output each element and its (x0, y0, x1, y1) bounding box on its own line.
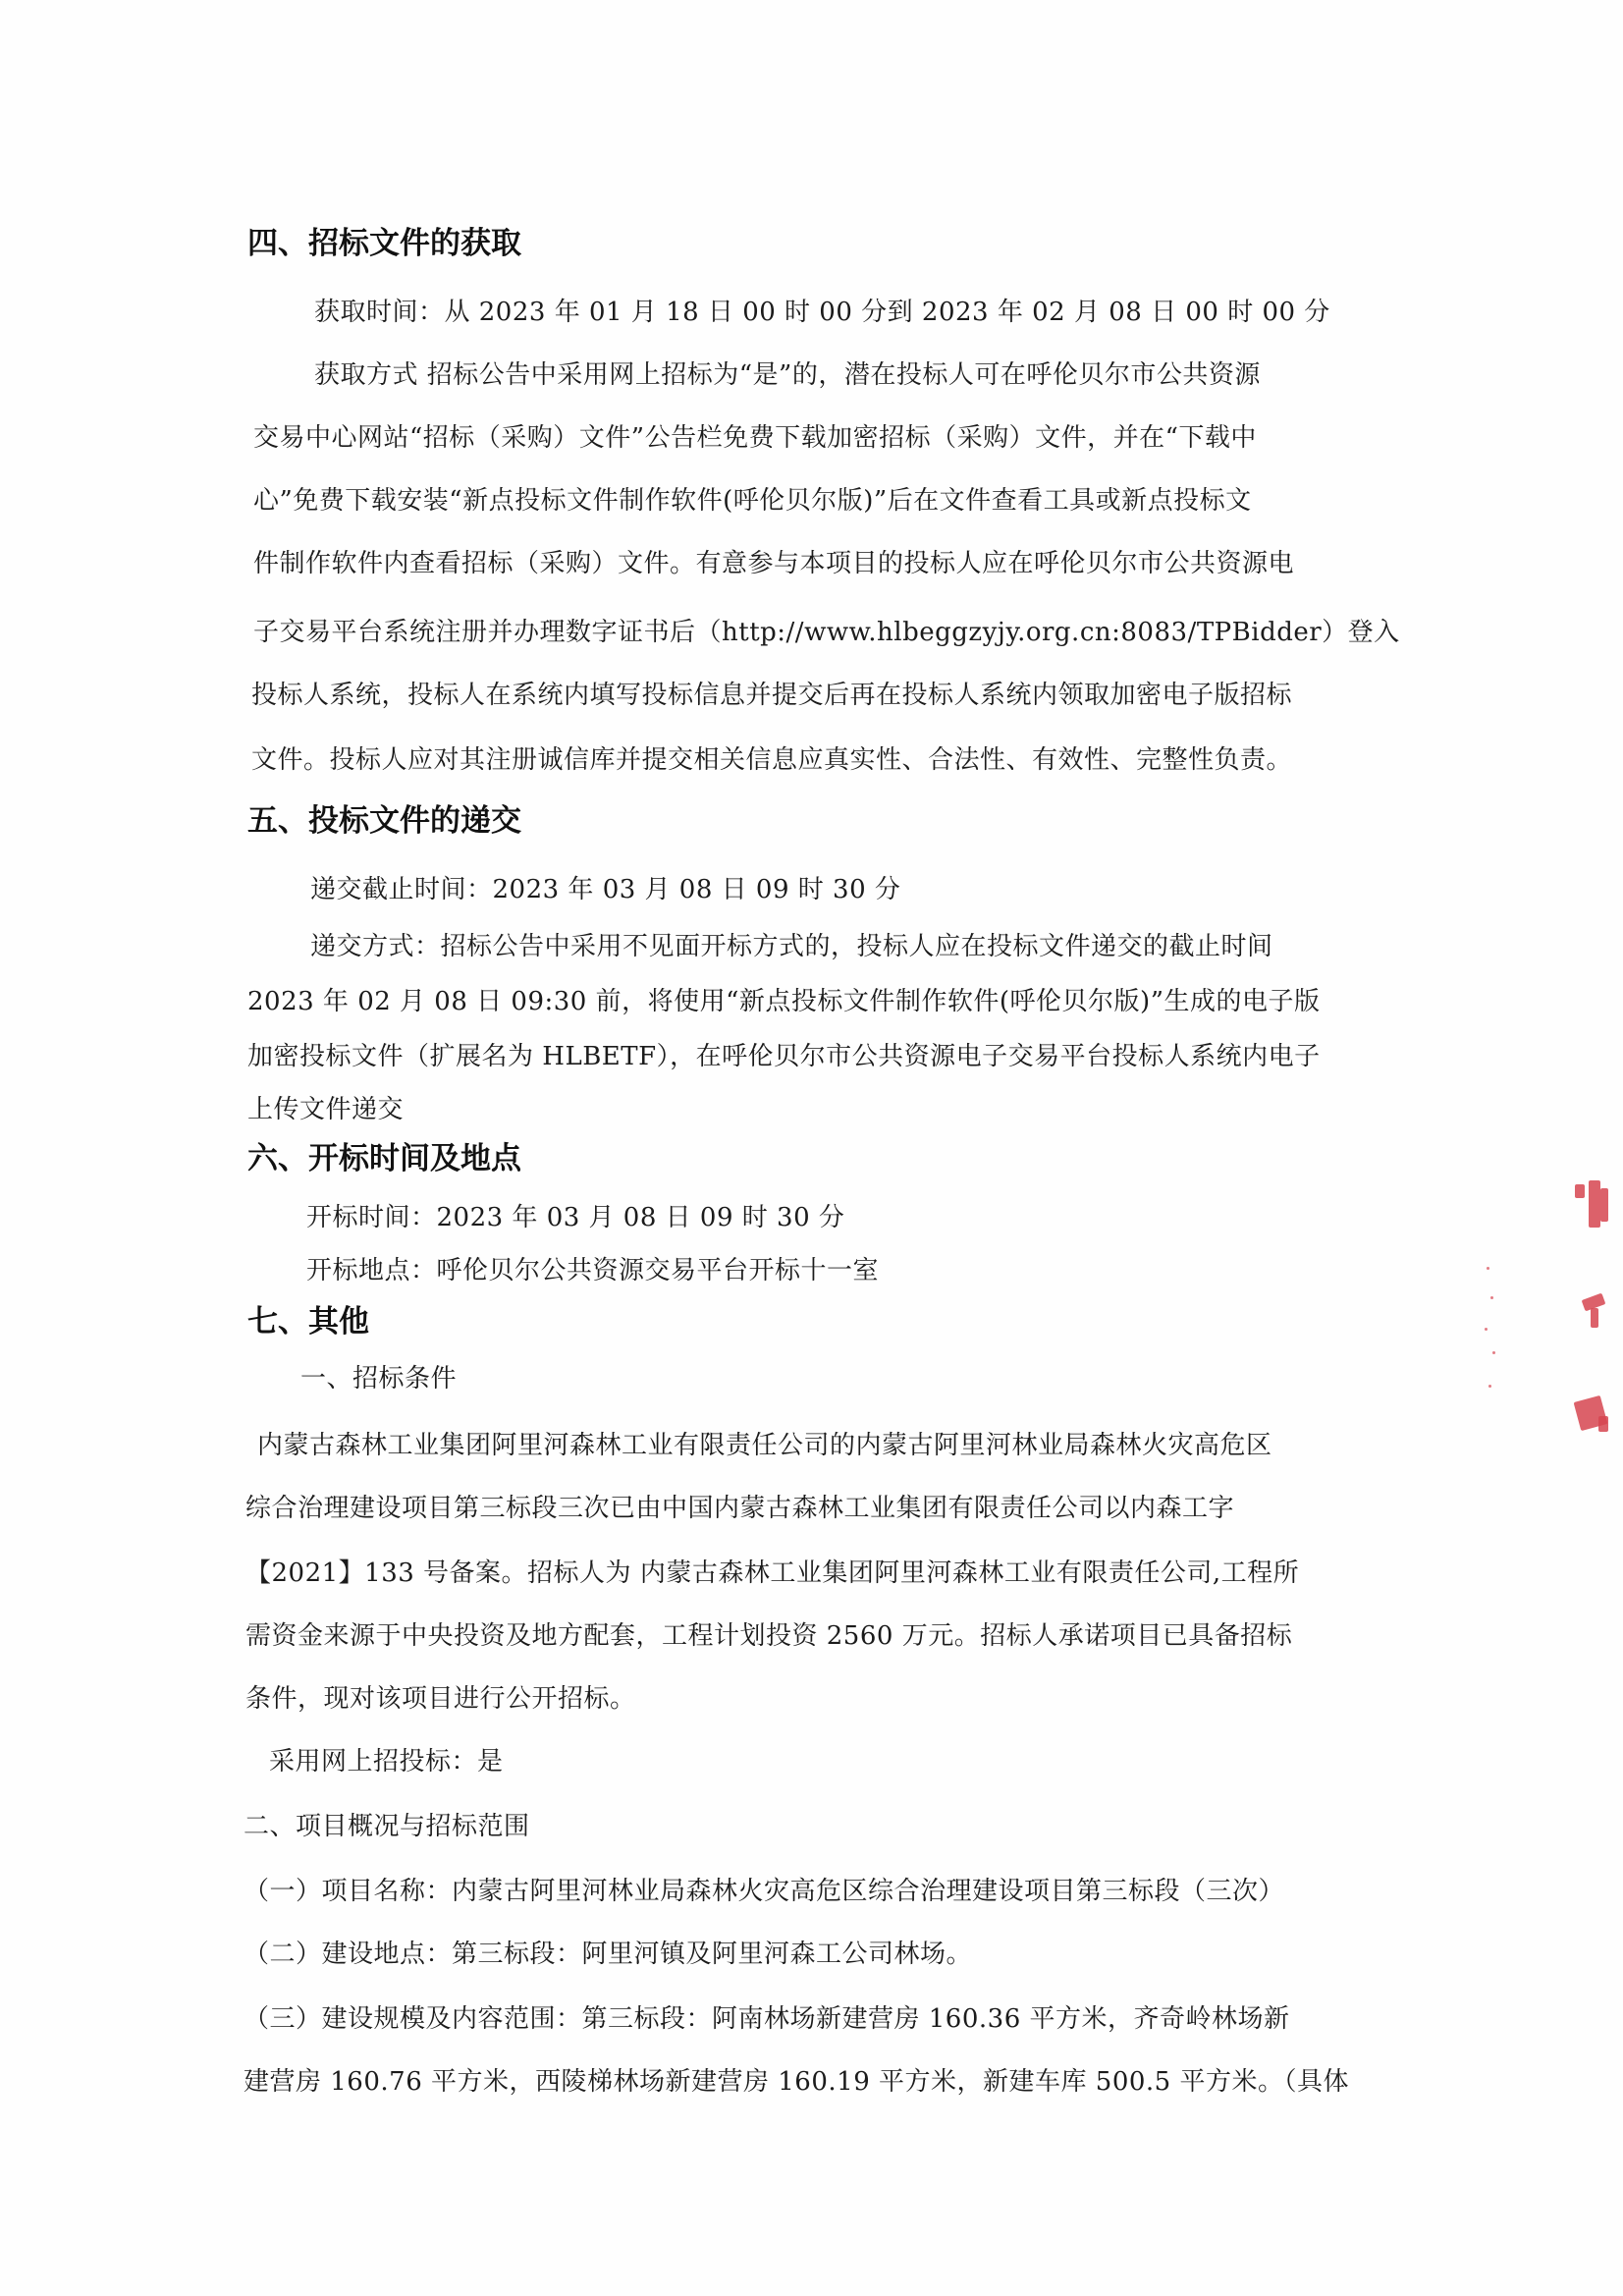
text-line: 内蒙古森林工业集团阿里河森林工业有限责任公司的内蒙古阿里河林业局森林火灾高危区 (257, 1431, 1272, 1460)
text-line: 件制作软件内查看招标（采购）文件。有意参与本项目的投标人应在呼伦贝尔市公共资源电 (253, 549, 1295, 578)
text-line: 递交截止时间：2023 年 03 月 08 日 09 时 30 分 (310, 875, 901, 904)
seal-ink-specks (1483, 1257, 1522, 1414)
text-line: 心”免费下载安装“新点投标文件制作软件(呼伦贝尔版)”后在文件查看工具或新点投标文 (253, 486, 1252, 516)
text-line: 采用网上招投标：是 (269, 1747, 504, 1777)
text-line: 获取方式 招标公告中采用网上招标为“是”的，潜在投标人可在呼伦贝尔市公共资源 (314, 360, 1261, 390)
text-line: （一）项目名称：内蒙古阿里河林业局森林火灾高危区综合治理建设项目第三标段（三次） (243, 1877, 1285, 1906)
text-line: 文件。投标人应对其注册诚信库并提交相关信息应真实性、合法性、有效性、完整性负责。 (251, 745, 1293, 775)
text-line: 条件，现对该项目进行公开招标。 (245, 1684, 636, 1714)
text-line: 二、项目概况与招标范围 (243, 1812, 530, 1841)
text-line: 子交易平台系统注册并办理数字证书后（http://www.hlbeggzyjy.org.cn:8083/TPBidder）登入 (253, 618, 1400, 647)
text-line: （二）建设地点：第三标段：阿里河镇及阿里河森工公司林场。 (243, 1940, 973, 1969)
text-line: 综合治理建设项目第三标段三次已由中国内蒙古森林工业集团有限责任公司以内森工字 (245, 1494, 1235, 1523)
text-line: 递交方式：招标公告中采用不见面开标方式的，投标人应在投标文件递交的截止时间 (310, 932, 1273, 961)
text-line: 需资金来源于中央投资及地方配套，工程计划投资 2560 万元。招标人承诺项目已具备招标 (245, 1621, 1293, 1651)
text-line: 一、招标条件 (300, 1364, 458, 1394)
text-line: 【2021】133 号备案。招标人为 内蒙古森林工业集团阿里河森林工业有限责任公司,工程所 (245, 1558, 1300, 1588)
text-line: （三）建设规模及内容范围：第三标段：阿南林场新建营房 160.36 平方米，齐奇岭林场新 (243, 2004, 1290, 2034)
text-line: 投标人系统，投标人在系统内填写投标信息并提交后再在投标人系统内领取加密电子版招标 (251, 681, 1293, 710)
section-heading-6: 六、开标时间及地点 (247, 1141, 521, 1176)
text-line: 开标时间：2023 年 03 月 08 日 09 时 30 分 (306, 1203, 845, 1232)
text-line: 2023 年 02 月 08 日 09:30 前，将使用“新点投标文件制作软件(呼伦贝尔版)”生成的电子版 (247, 987, 1321, 1016)
text-line: 建营房 160.76 平方米，西陵梯林场新建营房 160.19 平方米，新建车库 500.5 平方米。（具体 (243, 2067, 1349, 2097)
text-line: 开标地点：呼伦贝尔公共资源交易平台开标十一室 (306, 1256, 880, 1285)
text-line: 交易中心网站“招标（采购）文件”公告栏免费下载加密招标（采购）文件，并在“下载中 (253, 423, 1257, 453)
text-line: 加密投标文件（扩展名为 HLBETF），在呼伦贝尔市公共资源电子交易平台投标人系统内电子 (247, 1042, 1321, 1071)
section-heading-5: 五、投标文件的递交 (247, 803, 521, 839)
text-line: 上传文件递交 (247, 1095, 405, 1124)
text-line: 获取时间：从 2023 年 01 月 18 日 00 时 00 分到 2023 年 02 月 08 日 00 时 00 分 (314, 298, 1330, 327)
section-heading-4: 四、招标文件的获取 (247, 226, 521, 261)
section-heading-7: 七、其他 (247, 1304, 369, 1339)
